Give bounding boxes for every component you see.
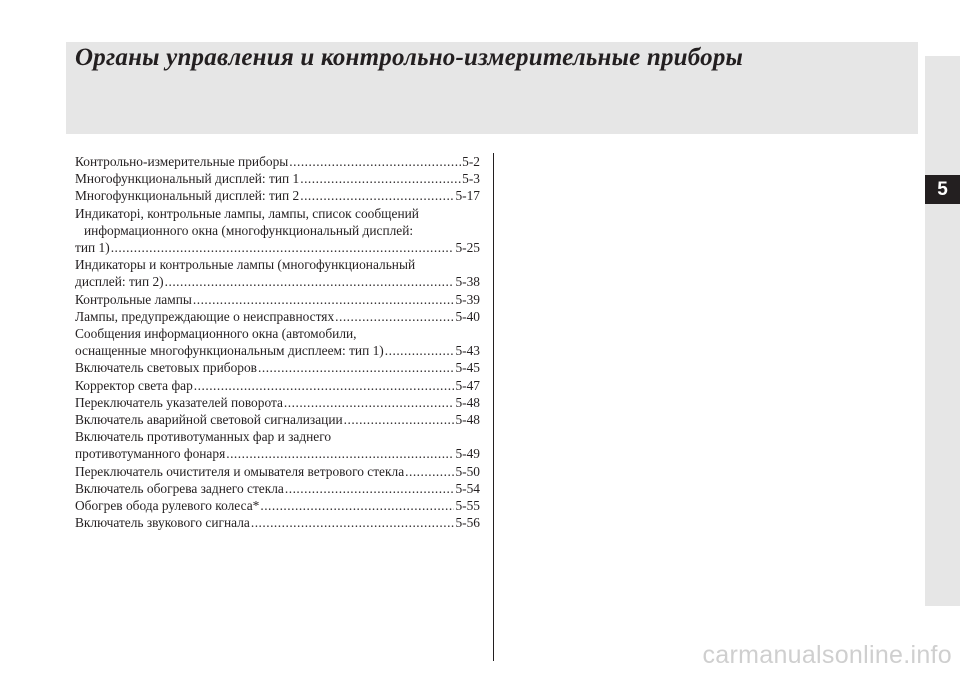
toc-page-number: 5-56 (455, 515, 480, 531)
dot-leader (405, 463, 454, 480)
toc-entry-text: Обогрев обода рулевого колеса* (75, 498, 260, 514)
dot-leader (300, 170, 461, 187)
table-of-contents (75, 153, 480, 531)
toc-entry-line (75, 291, 480, 308)
dot-leader (194, 377, 455, 394)
dot-leader (289, 153, 461, 170)
toc-entry-line (75, 308, 480, 325)
toc-entry[interactable] (75, 291, 480, 308)
toc-page-number: 5-25 (455, 240, 480, 256)
toc-entry-text: Включатель звукового сигнала (75, 515, 250, 531)
toc-entry-line (75, 445, 480, 462)
toc-entry-text: оснащенные многофункциональным дисплеем: тип 1) (75, 343, 384, 359)
toc-entry-line (75, 170, 480, 187)
toc-entry[interactable] (75, 497, 480, 514)
toc-entry-line (75, 359, 480, 376)
toc-entry[interactable] (75, 256, 480, 290)
toc-entry[interactable] (75, 463, 480, 480)
toc-entry-text: Контрольные лампы (75, 291, 192, 307)
toc-page-number: 5-3 (462, 171, 480, 187)
toc-entry-line (75, 273, 480, 290)
toc-page-number: 5-43 (455, 343, 480, 359)
toc-page-number: 5-45 (455, 360, 480, 376)
dot-leader (111, 239, 455, 256)
dot-leader (285, 480, 455, 497)
toc-entry[interactable] (75, 359, 480, 376)
column-divider (493, 153, 494, 661)
chapter-title: Органы управления и контрольно-измерительные приборы (75, 44, 744, 71)
toc-entry[interactable] (75, 308, 480, 325)
toc-entry-text: Многофункциональный дисплей: тип 1 (75, 171, 300, 187)
toc-entry-line (75, 514, 480, 531)
toc-entry-text: Включатель обогрева заднего стекла (75, 480, 284, 496)
toc-entry-line (75, 463, 480, 480)
dot-leader (344, 411, 455, 428)
toc-entry[interactable] (75, 187, 480, 204)
toc-entry-line (75, 153, 480, 170)
toc-page-number: 5-40 (455, 308, 480, 324)
toc-entry[interactable] (75, 205, 480, 257)
toc-entry-text: Включатель противотуманных фар и заднего (75, 429, 332, 445)
chapter-number-badge: 5 (925, 175, 960, 204)
toc-entry[interactable] (75, 377, 480, 394)
toc-entry[interactable] (75, 170, 480, 187)
toc-entry-line (75, 497, 480, 514)
toc-entry[interactable] (75, 394, 480, 411)
dot-leader (300, 187, 454, 204)
toc-entry-text: Индикаторы и контрольные лампы (многофункциональный (75, 257, 416, 273)
dot-leader (284, 394, 455, 411)
toc-entry-line (75, 411, 480, 428)
toc-entry-text: Включатель аварийной световой сигнализации (75, 412, 343, 428)
dot-leader (165, 273, 455, 290)
toc-page-number: 5-38 (455, 274, 480, 290)
side-tab (925, 56, 960, 606)
toc-page-number: 5-17 (455, 188, 480, 204)
toc-entry-text: Переключатель указателей поворота (75, 394, 283, 410)
toc-entry[interactable] (75, 480, 480, 497)
toc-entry-text: Включатель световых приборов (75, 360, 257, 376)
toc-entry-line (75, 342, 480, 359)
toc-entry-line (75, 377, 480, 394)
toc-page-number: 5-50 (455, 463, 480, 479)
toc-entry[interactable] (75, 153, 480, 170)
watermark: carmanualsonline.info (702, 641, 952, 669)
toc-page-number: 5-48 (455, 394, 480, 410)
dot-leader (193, 291, 455, 308)
toc-page-number: 5-47 (455, 377, 480, 393)
toc-entry-text: Индикаторі, контрольные лампы, лампы, список сообщений (75, 205, 419, 221)
toc-entry[interactable] (75, 325, 480, 359)
toc-page-number: 5-55 (455, 498, 480, 514)
dot-leader (335, 308, 454, 325)
toc-entry-line (75, 480, 480, 497)
toc-entry[interactable] (75, 428, 480, 462)
toc-entry-line (75, 394, 480, 411)
toc-entry-text: дисплей: тип 2) (75, 274, 164, 290)
toc-entry-text: Сообщения информационного окна (автомобили, (75, 326, 357, 342)
dot-leader (385, 342, 455, 359)
toc-entry-text: Корректор света фар (75, 377, 193, 393)
toc-entry-text: тип 1) (75, 240, 110, 256)
dot-leader (251, 514, 455, 531)
dot-leader (260, 497, 454, 514)
toc-page-number: 5-54 (455, 480, 480, 496)
toc-entry-text: информационного окна (многофункциональный дисплей: (84, 222, 414, 238)
toc-entry-line (75, 239, 480, 256)
toc-entry-text: Переключатель очистителя и омывателя ветрового стекла (75, 463, 405, 479)
toc-page-number: 5-2 (462, 154, 480, 169)
toc-page-number: 5-49 (455, 446, 480, 462)
toc-entry-text: Лампы, предупреждающие о неисправностях (75, 308, 335, 324)
dot-leader (258, 359, 454, 376)
toc-entry-text: Многофункциональный дисплей: тип 2 (75, 188, 300, 204)
dot-leader (226, 445, 454, 462)
toc-entry-text: противотуманного фонаря (75, 446, 226, 462)
toc-entry-text: Контрольно-измерительные приборы (75, 154, 289, 169)
toc-entry[interactable] (75, 514, 480, 531)
toc-page-number: 5-39 (455, 291, 480, 307)
toc-page-number: 5-48 (455, 412, 480, 428)
toc-entry[interactable] (75, 411, 480, 428)
toc-entry-line (75, 187, 480, 204)
